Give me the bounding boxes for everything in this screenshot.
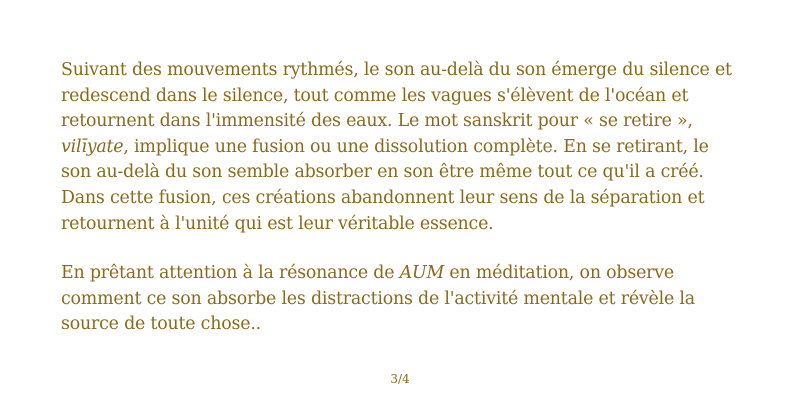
paragraph-1-text-end: , implique une fusion ou une dissolution complète. En se retirant, le son au-delà du son semble absorber en son être même tout ce qu'il a créé. Dans cette fusion, ces créations abandonnent leur sens de la séparation et retournent à l'unité qui est leur véritable essence.: [61, 136, 709, 234]
paragraph-2-text-start: En prêtant attention à la résonance de: [61, 263, 400, 284]
sanskrit-term: vilīyate: [61, 136, 124, 157]
page-number: 3/4: [390, 372, 410, 386]
paragraph-1: [61, 58, 741, 237]
aum-term: AUM: [399, 263, 445, 284]
paragraph-1-text-start: Suivant des mouvements rythmés, le son au-delà du son émerge du silence et redescend dans le silence, tout comme les vagues s'élèvent de l'océan et retournent dans l'immensité des eaux. Le mot sanskrit pour « se retire »,: [61, 60, 732, 132]
page-body: [61, 58, 741, 338]
paragraph-2-text-end: en méditation, on observe comment ce son absorbe les distractions de l'activité mentale et révèle la source de toute chose..: [61, 263, 695, 335]
paragraph-2: [61, 261, 741, 338]
